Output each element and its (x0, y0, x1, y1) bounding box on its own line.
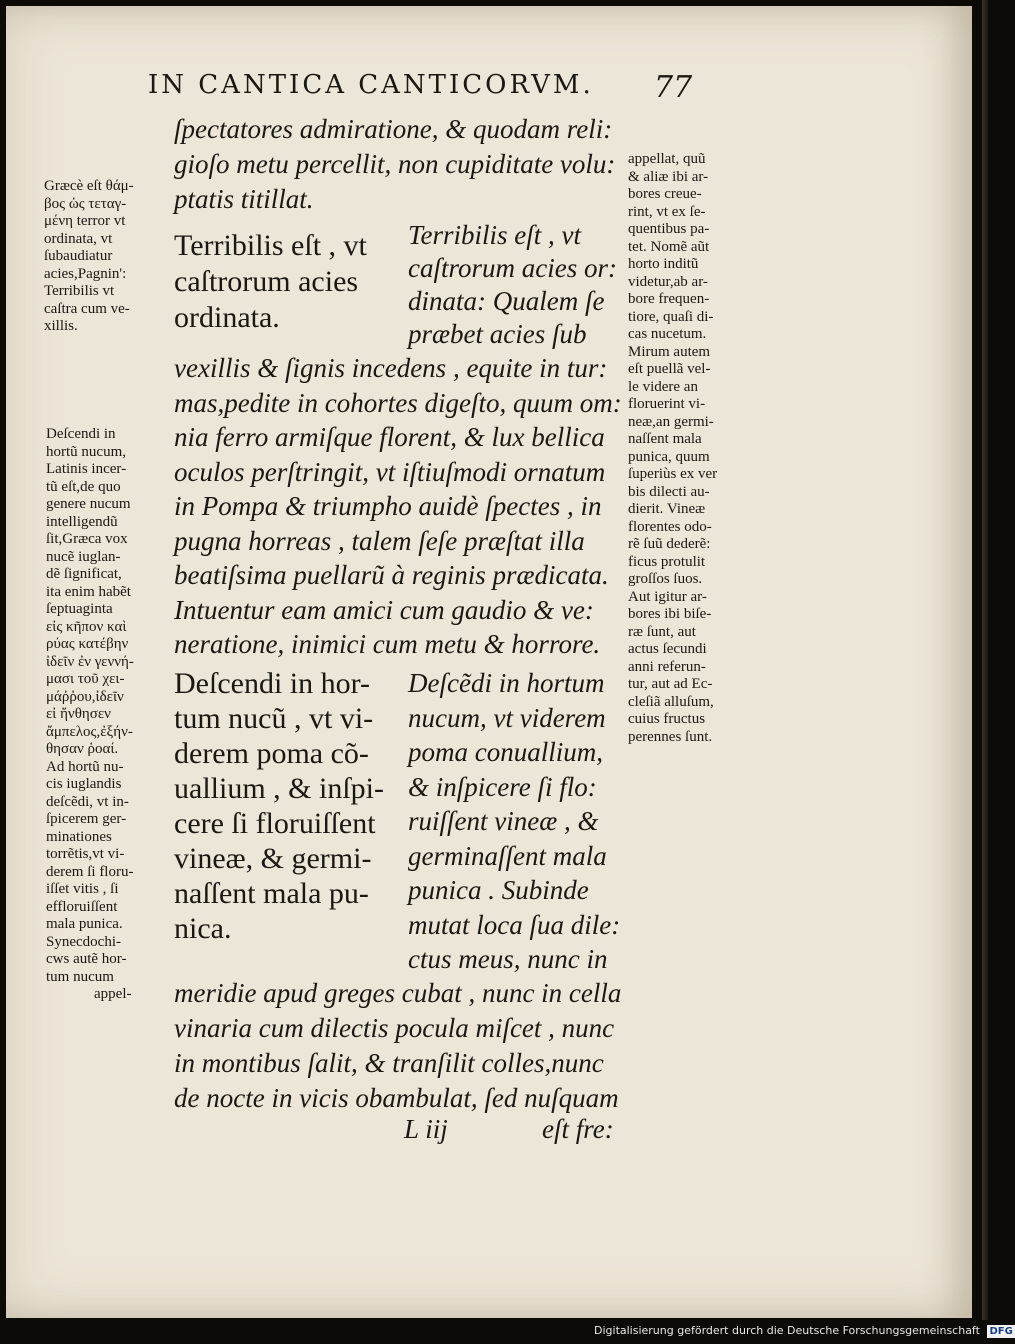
note-line: appel- (94, 986, 132, 1002)
note-line: tet. Nomẽ aũt (628, 238, 710, 255)
funding-credit (594, 1322, 1013, 1340)
note-line: Deſcendi in (46, 426, 116, 442)
text-line: nia ferro armiſque florent, & lux bellica (174, 422, 605, 452)
note-line: cis iuglandis (46, 776, 122, 792)
gloss-line: mutat loca ſua dile: (408, 909, 621, 940)
note-line: dierit. Vineæ (628, 501, 706, 517)
verse-line: ordinata. (174, 301, 280, 334)
text-line: ſpectatores admiratione, & quodam reli: (174, 114, 613, 144)
note-line: Synecdochi- (46, 933, 121, 950)
note-line: torrẽtis,vt vi- (46, 846, 125, 862)
gloss-line: ctus meus, nunc in (408, 944, 608, 974)
greek-line: εἰ ἤνθησεν (46, 706, 111, 722)
text-line: gioſo metu percellit, non cupiditate volu: (174, 149, 616, 179)
note-line: bore frequen- (628, 291, 710, 307)
note-line: dẽ ſignificat, (46, 566, 122, 582)
verse-line: derem poma cõ- (174, 737, 369, 770)
text-line: beatiſsima puellarũ à reginis prædicata. (174, 560, 609, 590)
note-line: punica, quum (628, 448, 710, 465)
text-line: mas,pedite in cohortes digeſto, quum om: (174, 387, 622, 418)
note-line: cuius fructus (628, 711, 706, 727)
text-line: in montibus ſalit, & tranſilit colles,nunc (174, 1048, 604, 1078)
note-line: floruerint vi- (628, 396, 706, 412)
text-line: ptatis titillat. (174, 184, 314, 214)
commentary-block (174, 351, 622, 662)
verse-line: cere ſi floruiſſent (174, 807, 376, 840)
gloss-line: ruiſſent vineæ , & (408, 806, 599, 836)
note-line: βος ὡς τεταγ- (44, 195, 127, 212)
note-line: ſpicerem ger- (46, 811, 127, 827)
text-line: meridie apud greges cubat , nunc in cella (174, 978, 622, 1008)
greek-line: ἰδεῖν ἐν γεννή- (46, 653, 134, 670)
running-title: IN CANTICA CANTICORVM. (148, 70, 594, 100)
note-line: xillis. (44, 318, 78, 334)
verse-line: uallium , & inſpi- (174, 772, 384, 805)
note-line: Græcè eſt θάμ- (44, 178, 134, 194)
note-line: florentes odo- (628, 518, 712, 535)
gloss-line: Deſcẽdi in hortum (408, 668, 605, 698)
note-line: ræ ſunt, aut (628, 623, 696, 640)
note-line: Mirum autem (628, 343, 711, 360)
verse-latin-2 (174, 666, 384, 946)
note-line: actus ſecundi (628, 641, 707, 657)
note-line: Aut igitur ar- (628, 588, 707, 605)
gloss-line: poma conuallium, (408, 737, 603, 767)
text-line: Intuentur eam amici cum gaudio & ve: (174, 594, 594, 625)
greek-line: εἰς κῆπον καὶ (46, 618, 127, 635)
funding-credit-text: Digitalisierung gefördert durch die Deutsche Forschungsgemeinschaft (594, 1324, 980, 1337)
commentary-block-2 (174, 976, 621, 1116)
gloss-line: punica . Subinde (408, 875, 589, 905)
page-number: 77 (654, 70, 693, 105)
note-line: deſcẽdi, vt in- (46, 793, 129, 810)
note-line: acies,Pagnin': (44, 265, 127, 282)
note-line: quentibus pa- (628, 221, 710, 237)
note-line: naſſent mala (628, 431, 702, 447)
note-line: rint, vt ex ſe- (628, 203, 706, 220)
verse-line: Terribilis eſt , vt (174, 229, 367, 262)
verse-latin-1 (174, 228, 367, 336)
verse-line: Deſcendi in hor- (174, 667, 370, 700)
note-line: Terribilis vt (44, 283, 115, 299)
gloss-line: caſtrorum acies or: (408, 253, 617, 283)
gloss-line: & inſpicere ſi flo: (408, 771, 597, 802)
gloss-line: Terribilis eſt , vt (408, 220, 582, 250)
note-line: ita enim habẽt (46, 583, 131, 600)
note-line: hortũ nucum, (46, 443, 126, 460)
note-line: anni referun- (628, 658, 706, 675)
note-line: ſuperiùs ex ver (628, 466, 718, 482)
verse-line: tum nucũ , vt vi- (174, 702, 374, 735)
text-line: pugna horreas , talem ſeſe præſtat illa (174, 525, 585, 556)
note-line: derem ſi floru- (46, 863, 134, 880)
note-line: bores creue- (628, 186, 702, 202)
note-line: cleſiã alluſum, (628, 693, 714, 710)
note-line: ordinata, vt (44, 230, 113, 247)
gloss-line: dinata: Qualem ſe (408, 286, 605, 316)
note-line: ſubaudiatur (44, 248, 113, 264)
note-line: neæ,an germi- (628, 413, 714, 430)
margin-note-left-1 (44, 178, 134, 336)
note-line: Latinis incer- (46, 461, 127, 477)
note-line: appellat, quũ (628, 151, 706, 167)
dfg-logo: DFG (989, 1325, 1013, 1337)
text-line: de nocte in vicis obambulat, ſed nuſquam (174, 1083, 619, 1113)
note-line: tur, aut ad Ec- (628, 676, 713, 692)
note-line: rẽ ſuũ dederẽ: (628, 536, 711, 552)
margin-note-right (628, 151, 717, 746)
catchword: eſt fre: (542, 1114, 614, 1144)
note-line: μένη terror vt (44, 213, 126, 229)
note-line: ſeptuaginta (46, 601, 113, 617)
verse-line: naſſent mala pu- (174, 877, 369, 910)
note-line: eſt puellã vel- (628, 361, 711, 377)
note-line: cws autẽ hor- (46, 951, 127, 967)
note-line: tiore, quaſi di- (628, 308, 714, 325)
note-line: ſit,Græca vox (46, 531, 128, 547)
greek-line: θησαν ῥοαί. (46, 741, 119, 757)
note-line: cas nucetum. (628, 326, 707, 342)
note-line: effloruiſſent (46, 898, 118, 915)
note-line: groſſos ſuos. (628, 571, 703, 587)
verse-gloss-2 (408, 666, 620, 977)
note-line: mala punica. (46, 916, 123, 932)
text-line: oculos perſtringit, vt iſtiuſmodi ornatum (174, 456, 606, 487)
note-line: tum nucum (46, 968, 114, 985)
note-line: bores ibi biſe- (628, 606, 712, 622)
greek-line: ἄμπελος,ἐξήν- (46, 723, 133, 740)
gloss-line: germinaſſent mala (408, 840, 607, 871)
verse-line: caſtrorum acies (174, 265, 359, 298)
gloss-line: nucum, vt viderem (408, 702, 606, 733)
note-line: nucẽ iuglan- (46, 548, 121, 565)
note-line: intelligendũ (46, 513, 118, 530)
signature-mark: L iij (404, 1114, 448, 1144)
verse-line: nica. (174, 912, 232, 945)
note-line: & aliæ ibi ar- (628, 168, 709, 185)
note-line: iſſet vitis , ſi (46, 881, 119, 897)
greek-line: ρύας κατέβην (46, 636, 129, 652)
text-line: vexillis & ſignis incedens , equite in tur: (174, 353, 608, 383)
note-line: perennes ſunt. (628, 728, 713, 745)
note-line: genere nucum (46, 496, 131, 512)
note-line: bis dilecti au- (628, 483, 710, 500)
verse-gloss-1 (408, 219, 617, 351)
note-line: videtur,ab ar- (628, 273, 708, 290)
text-line: in Pompa & triumpho auidè ſpectes , in (174, 491, 602, 521)
note-line: horto inditũ (628, 256, 699, 272)
margin-note-left-2 (46, 426, 134, 1004)
note-line: Ad hortũ nu- (46, 758, 124, 775)
verse-line: vineæ, & germi- (174, 842, 372, 875)
book-page (6, 6, 972, 1318)
note-line: caſtra cum ve- (44, 300, 130, 317)
note-line: tũ eſt,de quo (46, 478, 121, 495)
note-line: minationes (46, 828, 112, 845)
note-line: le videre an (628, 378, 698, 395)
greek-line: μασι τοῦ χει- (46, 671, 125, 687)
note-line: ficus protulit (628, 553, 706, 570)
gloss-line: præbet acies ſub (408, 319, 587, 349)
text-line: neratione, inimici cum metu & horrore. (174, 629, 601, 659)
text-line: vinaria cum dilectis pocula miſcet , nunc (174, 1013, 615, 1043)
greek-line: μάῤῥου,ἰδεῖν (46, 688, 124, 705)
page-edge-shadow (982, 0, 988, 1320)
